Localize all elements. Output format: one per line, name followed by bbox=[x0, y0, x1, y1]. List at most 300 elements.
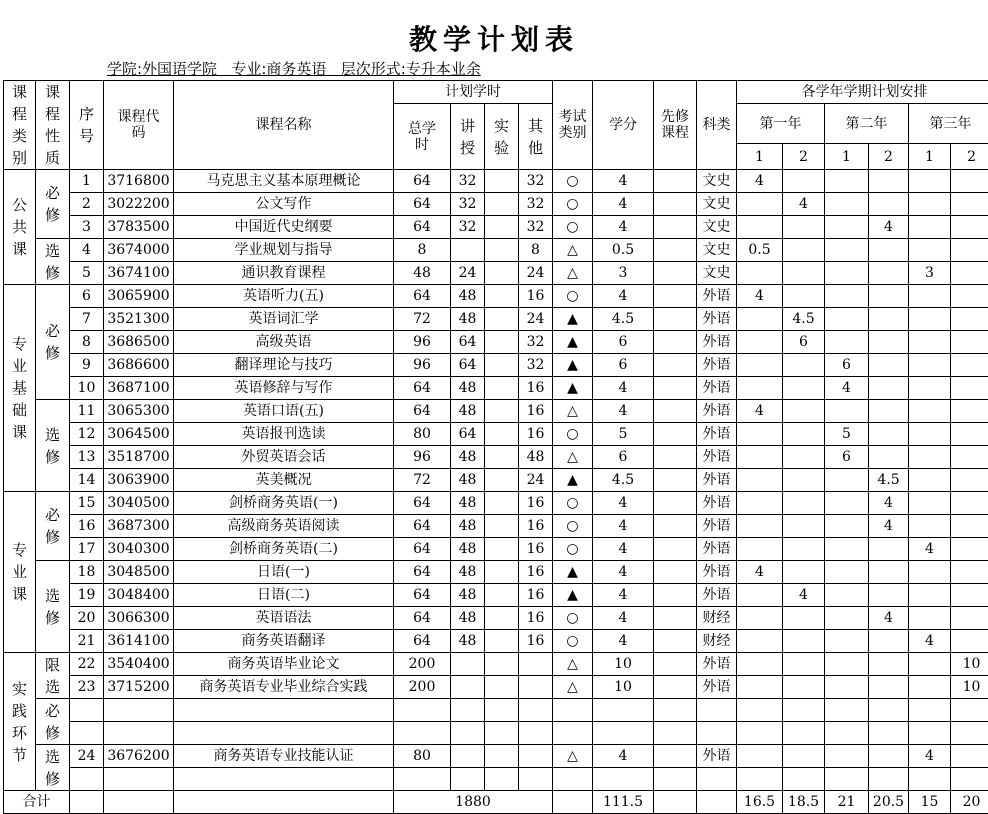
seq-cell: 8 bbox=[70, 331, 104, 354]
semester-cell bbox=[737, 446, 783, 469]
prereq-cell bbox=[654, 170, 697, 193]
other-cell: 16 bbox=[519, 423, 553, 446]
code-cell bbox=[104, 722, 174, 745]
subject-cell: 外语 bbox=[697, 584, 737, 607]
group-major: 专业课 bbox=[4, 492, 36, 653]
semester-cell bbox=[825, 768, 869, 791]
subject-cell: 文史 bbox=[697, 239, 737, 262]
prereq-cell bbox=[654, 653, 697, 676]
semester-cell bbox=[825, 400, 869, 423]
semester-cell: 4 bbox=[869, 216, 909, 239]
semester-cell bbox=[869, 676, 909, 699]
semester-cell bbox=[783, 768, 825, 791]
seq-cell: 16 bbox=[70, 515, 104, 538]
exam-type-cell: △ bbox=[553, 653, 593, 676]
code-cell: 3066300 bbox=[104, 607, 174, 630]
semester-cell bbox=[869, 400, 909, 423]
exam-type-cell: ▲ bbox=[553, 377, 593, 400]
page-title: 教学计划表 bbox=[0, 18, 988, 58]
subject-cell: 外语 bbox=[697, 469, 737, 492]
course-name-cell bbox=[174, 768, 394, 791]
prereq-cell bbox=[654, 745, 697, 768]
lecture-cell: 24 bbox=[451, 262, 485, 285]
semester-cell bbox=[909, 193, 951, 216]
exam-type-cell: ▲ bbox=[553, 331, 593, 354]
semester-cell bbox=[783, 170, 825, 193]
table-row bbox=[4, 768, 988, 791]
table-row bbox=[4, 193, 988, 216]
course-nature-cell: 限选 bbox=[36, 653, 70, 699]
header-credit: 学分 bbox=[593, 81, 654, 170]
code-cell: 3674100 bbox=[104, 262, 174, 285]
exam-type-cell: ○ bbox=[553, 193, 593, 216]
semester-cell bbox=[737, 745, 783, 768]
semester-cell bbox=[737, 331, 783, 354]
course-nature-cell: 选修 bbox=[36, 561, 70, 653]
semester-cell bbox=[825, 331, 869, 354]
page-subtitle: 学院:外国语学院 专业:商务英语 层次形式:专升本业余 bbox=[107, 58, 481, 79]
seq-cell: 4 bbox=[70, 239, 104, 262]
semester-cell bbox=[783, 607, 825, 630]
totals-semester: 15 bbox=[909, 791, 951, 814]
credit-cell: 4 bbox=[593, 285, 654, 308]
semester-cell bbox=[783, 745, 825, 768]
semester-cell bbox=[825, 584, 869, 607]
lab-cell bbox=[485, 469, 519, 492]
other-cell bbox=[519, 745, 553, 768]
seq-cell: 3 bbox=[70, 216, 104, 239]
lecture-cell: 48 bbox=[451, 446, 485, 469]
semester-cell bbox=[783, 262, 825, 285]
semester-cell bbox=[909, 170, 951, 193]
lab-cell bbox=[485, 722, 519, 745]
semester-cell bbox=[869, 538, 909, 561]
exam-type-cell: ○ bbox=[553, 423, 593, 446]
exam-type-cell: ▲ bbox=[553, 584, 593, 607]
semester-cell bbox=[825, 676, 869, 699]
prereq-cell bbox=[654, 423, 697, 446]
semester-cell bbox=[869, 653, 909, 676]
lecture-cell: 64 bbox=[451, 423, 485, 446]
lab-cell bbox=[485, 170, 519, 193]
code-cell: 3063900 bbox=[104, 469, 174, 492]
course-nature-cell: 必修 bbox=[36, 285, 70, 400]
semester-cell bbox=[783, 538, 825, 561]
prereq-cell bbox=[654, 354, 697, 377]
seq-cell: 22 bbox=[70, 653, 104, 676]
credit-cell: 10 bbox=[593, 676, 654, 699]
lab-cell bbox=[485, 768, 519, 791]
credit-cell: 10 bbox=[593, 653, 654, 676]
course-name-cell: 马克思主义基本原理概论 bbox=[174, 170, 394, 193]
other-cell: 24 bbox=[519, 262, 553, 285]
totals-semester: 18.5 bbox=[783, 791, 825, 814]
course-name-cell: 商务英语专业技能认证 bbox=[174, 745, 394, 768]
semester-cell bbox=[869, 745, 909, 768]
totals-empty bbox=[553, 791, 593, 814]
semester-cell bbox=[951, 170, 988, 193]
totals-label: 合计 bbox=[4, 791, 70, 814]
semester-cell bbox=[737, 216, 783, 239]
exam-type-cell: ○ bbox=[553, 492, 593, 515]
subject-cell bbox=[697, 699, 737, 722]
semester-cell bbox=[869, 423, 909, 446]
other-cell: 32 bbox=[519, 193, 553, 216]
semester-cell bbox=[825, 538, 869, 561]
semester-cell bbox=[951, 331, 988, 354]
other-cell: 16 bbox=[519, 400, 553, 423]
semester-cell bbox=[825, 653, 869, 676]
totals-semester: 20 bbox=[951, 791, 988, 814]
lecture-cell: 64 bbox=[451, 354, 485, 377]
lecture-cell: 32 bbox=[451, 170, 485, 193]
code-cell: 3676200 bbox=[104, 745, 174, 768]
semester-cell bbox=[737, 699, 783, 722]
other-cell bbox=[519, 699, 553, 722]
semester-cell: 3 bbox=[909, 262, 951, 285]
other-cell: 16 bbox=[519, 561, 553, 584]
semester-cell bbox=[909, 653, 951, 676]
lab-cell bbox=[485, 239, 519, 262]
semester-cell bbox=[909, 285, 951, 308]
exam-type-cell: △ bbox=[553, 400, 593, 423]
lecture-cell bbox=[451, 722, 485, 745]
semester-cell: 4 bbox=[737, 400, 783, 423]
semester-cell bbox=[783, 423, 825, 446]
semester-cell bbox=[783, 515, 825, 538]
semester-cell bbox=[951, 492, 988, 515]
header-other: 其他 bbox=[519, 104, 553, 170]
total-hours-cell: 64 bbox=[394, 400, 451, 423]
semester-cell bbox=[737, 584, 783, 607]
subject-cell: 外语 bbox=[697, 400, 737, 423]
semester-cell: 4 bbox=[783, 584, 825, 607]
lab-cell bbox=[485, 653, 519, 676]
course-nature-cell: 必修 bbox=[36, 492, 70, 561]
semester-cell bbox=[909, 216, 951, 239]
semester-cell bbox=[783, 446, 825, 469]
credit-cell: 4 bbox=[593, 377, 654, 400]
semester-cell bbox=[825, 239, 869, 262]
credit-cell bbox=[593, 768, 654, 791]
semester-cell bbox=[951, 400, 988, 423]
semester-cell bbox=[869, 561, 909, 584]
seq-cell: 13 bbox=[70, 446, 104, 469]
other-cell: 16 bbox=[519, 630, 553, 653]
credit-cell: 4 bbox=[593, 607, 654, 630]
course-name-cell: 英语词汇学 bbox=[174, 308, 394, 331]
credit-cell: 4 bbox=[593, 538, 654, 561]
code-cell: 3614100 bbox=[104, 630, 174, 653]
header-lecture: 讲授 bbox=[451, 104, 485, 170]
semester-cell bbox=[783, 377, 825, 400]
exam-type-cell: ○ bbox=[553, 515, 593, 538]
teaching-plan-table bbox=[3, 80, 988, 814]
subject-cell: 外语 bbox=[697, 492, 737, 515]
semester-cell bbox=[783, 216, 825, 239]
seq-cell: 9 bbox=[70, 354, 104, 377]
total-hours-cell: 64 bbox=[394, 170, 451, 193]
semester-cell bbox=[825, 515, 869, 538]
code-cell: 3686600 bbox=[104, 354, 174, 377]
semester-cell bbox=[951, 607, 988, 630]
total-hours-cell: 80 bbox=[394, 745, 451, 768]
prereq-cell bbox=[654, 446, 697, 469]
table-row bbox=[4, 584, 988, 607]
code-cell: 3716800 bbox=[104, 170, 174, 193]
code-cell: 3540400 bbox=[104, 653, 174, 676]
lab-cell bbox=[485, 492, 519, 515]
table-row bbox=[4, 446, 988, 469]
semester-cell: 4 bbox=[737, 561, 783, 584]
table-row bbox=[4, 699, 988, 722]
semester-cell bbox=[737, 423, 783, 446]
prereq-cell bbox=[654, 538, 697, 561]
semester-cell: 4 bbox=[909, 538, 951, 561]
lecture-cell bbox=[451, 653, 485, 676]
semester-cell bbox=[737, 607, 783, 630]
lecture-cell bbox=[451, 745, 485, 768]
prereq-cell bbox=[654, 262, 697, 285]
semester-cell bbox=[737, 653, 783, 676]
semester-cell bbox=[783, 699, 825, 722]
semester-cell bbox=[909, 239, 951, 262]
credit-cell: 5 bbox=[593, 423, 654, 446]
prereq-cell bbox=[654, 699, 697, 722]
totals-hours: 1880 bbox=[394, 791, 553, 814]
course-name-cell: 商务英语专业毕业综合实践 bbox=[174, 676, 394, 699]
prereq-cell bbox=[654, 676, 697, 699]
semester-cell bbox=[951, 768, 988, 791]
semester-cell: 5 bbox=[825, 423, 869, 446]
header-sem-1: 1 bbox=[737, 144, 783, 170]
lab-cell bbox=[485, 354, 519, 377]
semester-cell bbox=[783, 722, 825, 745]
total-hours-cell: 64 bbox=[394, 630, 451, 653]
prereq-cell bbox=[654, 722, 697, 745]
semester-cell bbox=[825, 561, 869, 584]
subject-cell: 外语 bbox=[697, 538, 737, 561]
other-cell: 32 bbox=[519, 354, 553, 377]
course-name-cell: 高级英语 bbox=[174, 331, 394, 354]
course-name-cell: 公文写作 bbox=[174, 193, 394, 216]
exam-type-cell: △ bbox=[553, 745, 593, 768]
exam-type-cell: ○ bbox=[553, 216, 593, 239]
semester-cell bbox=[825, 745, 869, 768]
lab-cell bbox=[485, 377, 519, 400]
exam-type-cell: △ bbox=[553, 676, 593, 699]
semester-cell bbox=[951, 469, 988, 492]
lab-cell bbox=[485, 262, 519, 285]
subject-cell: 财经 bbox=[697, 607, 737, 630]
seq-cell: 1 bbox=[70, 170, 104, 193]
seq-cell: 15 bbox=[70, 492, 104, 515]
course-name-cell bbox=[174, 722, 394, 745]
table-row bbox=[4, 400, 988, 423]
seq-cell: 2 bbox=[70, 193, 104, 216]
lecture-cell: 48 bbox=[451, 492, 485, 515]
subject-cell: 外语 bbox=[697, 515, 737, 538]
semester-cell: 4 bbox=[869, 515, 909, 538]
lecture-cell: 32 bbox=[451, 216, 485, 239]
lecture-cell bbox=[451, 676, 485, 699]
semester-cell bbox=[737, 722, 783, 745]
course-name-cell: 商务英语毕业论文 bbox=[174, 653, 394, 676]
semester-cell bbox=[951, 285, 988, 308]
course-nature-cell: 选修 bbox=[36, 400, 70, 492]
semester-cell: 4 bbox=[869, 607, 909, 630]
semester-cell bbox=[737, 354, 783, 377]
total-hours-cell: 64 bbox=[394, 607, 451, 630]
total-hours-cell bbox=[394, 768, 451, 791]
semester-cell bbox=[737, 377, 783, 400]
semester-cell bbox=[909, 561, 951, 584]
seq-cell: 7 bbox=[70, 308, 104, 331]
prereq-cell bbox=[654, 193, 697, 216]
lecture-cell: 48 bbox=[451, 308, 485, 331]
subject-cell: 财经 bbox=[697, 630, 737, 653]
semester-cell bbox=[737, 768, 783, 791]
semester-cell bbox=[951, 745, 988, 768]
semester-cell bbox=[951, 377, 988, 400]
semester-cell bbox=[869, 768, 909, 791]
semester-cell bbox=[909, 722, 951, 745]
prereq-cell bbox=[654, 492, 697, 515]
seq-cell: 24 bbox=[70, 745, 104, 768]
semester-cell bbox=[951, 722, 988, 745]
credit-cell: 4 bbox=[593, 630, 654, 653]
subject-cell: 文史 bbox=[697, 193, 737, 216]
course-name-cell: 日语(二) bbox=[174, 584, 394, 607]
lecture-cell: 48 bbox=[451, 400, 485, 423]
seq-cell: 18 bbox=[70, 561, 104, 584]
credit-cell: 4 bbox=[593, 216, 654, 239]
total-hours-cell: 72 bbox=[394, 469, 451, 492]
table-row bbox=[4, 561, 988, 584]
exam-type-cell bbox=[553, 768, 593, 791]
exam-type-cell bbox=[553, 699, 593, 722]
lab-cell bbox=[485, 699, 519, 722]
semester-cell bbox=[869, 170, 909, 193]
other-cell: 32 bbox=[519, 170, 553, 193]
header-sem-2: 2 bbox=[783, 144, 825, 170]
totals-empty bbox=[174, 791, 394, 814]
table-row bbox=[4, 492, 988, 515]
other-cell: 16 bbox=[519, 607, 553, 630]
course-name-cell: 剑桥商务英语(一) bbox=[174, 492, 394, 515]
header-sem-6: 2 bbox=[951, 144, 988, 170]
lecture-cell bbox=[451, 239, 485, 262]
semester-cell: 6 bbox=[825, 354, 869, 377]
semester-cell bbox=[951, 699, 988, 722]
semester-cell bbox=[909, 354, 951, 377]
exam-type-cell: ▲ bbox=[553, 354, 593, 377]
course-name-cell: 中国近代史纲要 bbox=[174, 216, 394, 239]
table-row bbox=[4, 469, 988, 492]
course-name-cell bbox=[174, 699, 394, 722]
table-row bbox=[4, 331, 988, 354]
semester-cell bbox=[825, 469, 869, 492]
total-hours-cell: 64 bbox=[394, 285, 451, 308]
semester-cell: 0.5 bbox=[737, 239, 783, 262]
semester-cell bbox=[737, 630, 783, 653]
lecture-cell: 48 bbox=[451, 561, 485, 584]
semester-cell bbox=[951, 515, 988, 538]
subject-cell: 外语 bbox=[697, 331, 737, 354]
course-nature-cell: 必修 bbox=[36, 170, 70, 239]
semester-cell bbox=[869, 446, 909, 469]
header-total-hours: 总学时 bbox=[394, 104, 451, 170]
semester-cell bbox=[869, 262, 909, 285]
lab-cell bbox=[485, 515, 519, 538]
other-cell bbox=[519, 676, 553, 699]
header-row-1 bbox=[4, 81, 988, 104]
lab-cell bbox=[485, 584, 519, 607]
table-row bbox=[4, 170, 988, 193]
exam-type-cell bbox=[553, 722, 593, 745]
exam-type-cell: ○ bbox=[553, 285, 593, 308]
lab-cell bbox=[485, 216, 519, 239]
course-name-cell: 学业规划与指导 bbox=[174, 239, 394, 262]
prereq-cell bbox=[654, 285, 697, 308]
table-row bbox=[4, 630, 988, 653]
lab-cell bbox=[485, 630, 519, 653]
credit-cell bbox=[593, 699, 654, 722]
exam-type-cell: ○ bbox=[553, 630, 593, 653]
prereq-cell bbox=[654, 630, 697, 653]
totals-empty bbox=[654, 791, 697, 814]
semester-cell: 6 bbox=[825, 446, 869, 469]
credit-cell: 6 bbox=[593, 446, 654, 469]
course-name-cell: 英语语法 bbox=[174, 607, 394, 630]
prereq-cell bbox=[654, 377, 697, 400]
subject-cell bbox=[697, 768, 737, 791]
table-row bbox=[4, 354, 988, 377]
subject-cell: 外语 bbox=[697, 423, 737, 446]
semester-cell bbox=[869, 239, 909, 262]
course-name-cell: 商务英语翻译 bbox=[174, 630, 394, 653]
semester-cell bbox=[825, 262, 869, 285]
other-cell: 16 bbox=[519, 538, 553, 561]
table-row bbox=[4, 607, 988, 630]
semester-cell bbox=[951, 630, 988, 653]
header-lab: 实验 bbox=[485, 104, 519, 170]
totals-semester: 20.5 bbox=[869, 791, 909, 814]
seq-cell: 23 bbox=[70, 676, 104, 699]
semester-cell bbox=[825, 722, 869, 745]
semester-cell bbox=[869, 331, 909, 354]
code-cell: 3686500 bbox=[104, 331, 174, 354]
course-name-cell: 外贸英语会话 bbox=[174, 446, 394, 469]
semester-cell: 4.5 bbox=[869, 469, 909, 492]
other-cell: 16 bbox=[519, 492, 553, 515]
prereq-cell bbox=[654, 400, 697, 423]
prereq-cell bbox=[654, 561, 697, 584]
code-cell: 3687100 bbox=[104, 377, 174, 400]
lab-cell bbox=[485, 446, 519, 469]
semester-cell bbox=[737, 469, 783, 492]
semester-cell bbox=[783, 400, 825, 423]
table-row bbox=[4, 676, 988, 699]
table-row bbox=[4, 745, 988, 768]
semester-cell bbox=[951, 262, 988, 285]
total-hours-cell: 96 bbox=[394, 331, 451, 354]
semester-cell: 6 bbox=[783, 331, 825, 354]
semester-cell bbox=[909, 331, 951, 354]
course-name-cell: 日语(一) bbox=[174, 561, 394, 584]
table-row bbox=[4, 308, 988, 331]
exam-type-cell: ▲ bbox=[553, 308, 593, 331]
